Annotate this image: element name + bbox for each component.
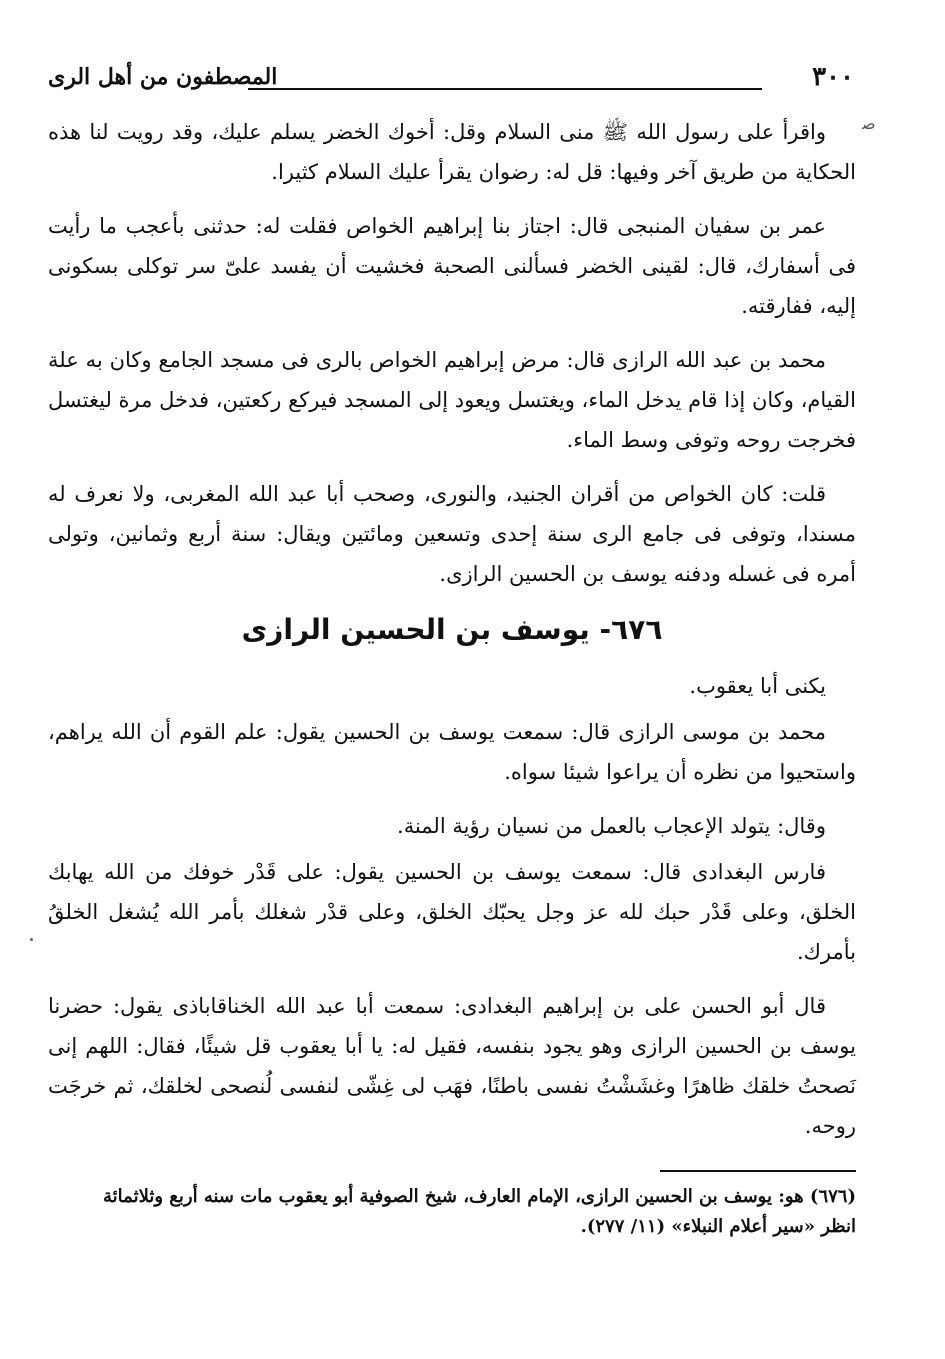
paragraph: عمر بن سفيان المنبجى قال: اجتاز بنا إبراهيم الخواص فقلت له: حدثنى بأعجب ما رأيت فى أسفارك، قال: لقينى الخضر فسألنى الصحبة فخشيت أن يفسد علىّ سر توكلى بسكونى إليه، ففارقته.: [48, 214, 856, 318]
footnote: [48, 1182, 856, 1242]
page-number: ٣٠٠: [812, 62, 854, 92]
footnote-line: انظر «سير أعلام النبلاء» (١١/ ٢٧٧).: [580, 1216, 856, 1237]
running-head: المصطفون من أهل الرى: [48, 64, 278, 90]
paragraph: محمد بن عبد الله الرازى قال: مرض إبراهيم الخواص بالرى فى مسجد الجامع وكان به علة القيام، وكان إذا قام يدخل الماء، ويغتسل ويعود إلى المسجد فيركع ركعتين، فدخل مرة ليغتسل فخرجت روحه وتوفى وسط الماء.: [48, 348, 856, 452]
main-text: [48, 112, 856, 1160]
margin-mark: ﺻ: [862, 114, 876, 133]
entry-heading: ٦٧٦- يوسف بن الحسين الرازى: [241, 613, 663, 646]
page-header: [48, 62, 854, 102]
footnote-rule: [660, 1170, 856, 1172]
paragraph: واقرأ على رسول الله ﷺ منى السلام وقل: أخوك الخضر يسلم عليك، وقد رويت لنا هذه الحكاية من طريق آخر وفيها: قل له: رضوان يقرأ عليك السلام كثيرا.: [48, 120, 856, 184]
paragraph: فارس البغدادى قال: سمعت يوسف بن الحسين يقول: على قَدْر خوفك من الله يهابك الخلق، وعلى قَدْر حبك لله عز وجل يحبّك الخلق، وعلى قدْر شغلك بأمر الله يُشغل الخلقُ بأمرك.: [48, 860, 856, 964]
footnote-line: (٦٧٦) هو: يوسف بن الحسين الرازى، الإمام العارف، شيخ الصوفية أبو يعقوب مات سنه أربع وثلاثمائة: [103, 1186, 856, 1207]
paragraph: قال أبو الحسن على بن إبراهيم البغدادى: سمعت أبا عبد الله الخناقاباذى يقول: حضرنا يوسف بن الحسين الرازى وهو يجود بنفسه، فقيل له: يا أبا يعقوب قل شيئًا، فقال: اللهم إنى نَصحتُ خلقك ظاهرًا وغشَشْتُ نفسى باطنًا، فهَب لى غِشّى لنفسى لُنصحى لخلقك، ثم خرجَت روحه.: [48, 994, 856, 1138]
paragraph: قلت: كان الخواص من أقران الجنيد، والنورى، وصحب أبا عبد الله المغربى، ولا نعرف له مسندا، وتوفى فى جامع الرى سنة إحدى وتسعين ومائتين ويقال: سنة أربع وثمانين، وتولى أمره فى غسله ودفنه يوسف بن الحسين الرازى.: [48, 482, 856, 586]
margin-dot: [30, 938, 33, 941]
header-rule: [248, 88, 762, 90]
paragraph: محمد بن موسى الرازى قال: سمعت يوسف بن الحسين يقول: علم القوم أن الله يراهم، واستحيوا من نظره أن يراعوا شيئا سواه.: [48, 720, 856, 784]
paragraph: يكنى أبا يعقوب.: [689, 674, 826, 698]
paragraph: وقال: يتولد الإعجاب بالعمل من نسيان رؤية المنة.: [397, 814, 826, 838]
